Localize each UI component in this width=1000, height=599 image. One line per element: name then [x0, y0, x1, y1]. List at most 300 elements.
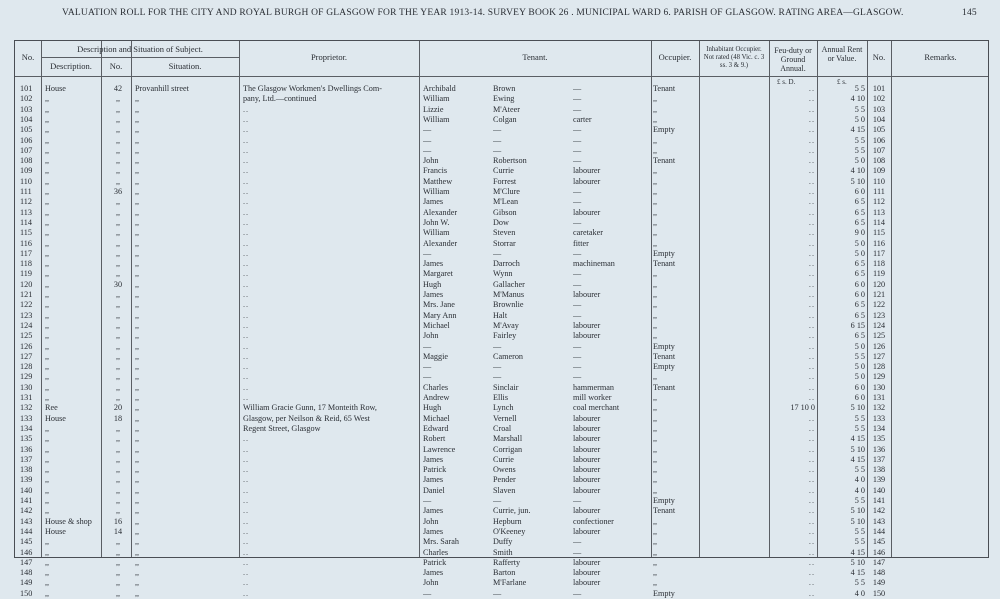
annual-rent-cell: 4 15: [850, 454, 865, 464]
table-row: [15, 105, 990, 115]
tenant-trade: machineman: [573, 259, 615, 269]
valuation-table: [14, 40, 989, 598]
tenant-first-name: James: [423, 568, 444, 578]
situation-cell: ,,: [135, 588, 140, 598]
table-row: [15, 166, 990, 176]
house-number-cell: ,,: [115, 331, 121, 341]
col-no-right: No.: [872, 52, 886, 62]
entry-number: 102: [20, 94, 33, 104]
entry-number-right: 101: [872, 84, 886, 93]
tenant-surname: Gallacher: [493, 279, 525, 289]
situation-cell: ,,: [135, 187, 140, 196]
situation-cell: ,,: [135, 228, 140, 238]
house-number-cell: ,,: [115, 547, 121, 557]
feu-duty-cell: ..: [808, 547, 815, 557]
tenant-first-name: Patrick: [423, 557, 447, 567]
tenant-surname: Forrest: [493, 176, 517, 186]
occupier-cell: ,,: [653, 403, 658, 413]
house-number-cell: ,,: [115, 125, 121, 135]
house-number-cell: 30: [113, 279, 123, 289]
entry-number: 117: [20, 248, 32, 258]
feu-duty-cell: ..: [808, 248, 815, 258]
table-row: [15, 300, 990, 310]
description-cell: ,,: [45, 300, 50, 310]
annual-rent-cell: 5 5: [854, 145, 865, 155]
situation-cell: ,,: [135, 176, 140, 186]
tenant-first-name: Michael: [423, 320, 450, 330]
situation-cell: ,,: [135, 125, 140, 135]
entry-number-right: 132: [872, 403, 886, 413]
description-cell: ,,: [45, 290, 50, 299]
tenant-first-name: Daniel: [423, 485, 445, 495]
entry-number-right: 116: [873, 238, 885, 248]
occupier-cell: Empty: [653, 588, 675, 598]
tenant-trade: —: [573, 104, 582, 114]
occupier-cell: ,,: [653, 94, 658, 104]
entry-number: 103: [20, 104, 33, 114]
proprietor-cell: ..: [243, 516, 250, 526]
house-number-cell: ,,: [115, 537, 121, 547]
proprietor-cell: ..: [243, 135, 250, 145]
tenant-surname: Hepburn: [493, 516, 522, 526]
feu-duty-cell: ..: [808, 135, 815, 145]
entry-number-right: 138: [872, 465, 886, 475]
tenant-first-name: Charles: [423, 547, 449, 557]
proprietor-cell: Glasgow, per Neilson & Reid, 65 West: [243, 413, 370, 423]
table-row: [15, 424, 990, 434]
tenant-trade: labourer: [573, 465, 601, 475]
tenant-surname: M'Manus: [493, 290, 525, 299]
situation-cell: ,,: [135, 465, 140, 475]
feu-duty-cell: ..: [808, 516, 815, 526]
feu-duty-cell: ..: [808, 310, 815, 320]
entry-number: 144: [20, 526, 33, 536]
entry-number: 133: [20, 413, 33, 423]
col-remarks: Remarks.: [924, 52, 957, 62]
occupier-cell: ,,: [653, 228, 658, 238]
house-number-cell: ,,: [115, 506, 121, 516]
tenant-trade: —: [573, 310, 582, 320]
entry-number-right: 109: [872, 166, 886, 176]
annual-rent-cell: 5 0: [854, 238, 865, 248]
house-number-cell: 18: [113, 413, 123, 423]
annual-rent-cell: 6 5: [854, 331, 865, 341]
annual-rent-cell: 5 10: [850, 506, 865, 516]
table-row: [15, 537, 990, 547]
feu-duty-cell: ..: [808, 506, 815, 516]
entry-number-right: 149: [872, 578, 886, 588]
annual-rent-cell: 5 0: [854, 156, 865, 166]
proprietor-cell: ..: [243, 506, 250, 516]
annual-rent-cell: 4 15: [850, 125, 865, 135]
tenant-first-name: Matthew: [423, 176, 453, 186]
tenant-surname: —: [493, 125, 502, 135]
occupier-cell: ,,: [653, 300, 658, 310]
description-cell: Ree: [45, 403, 58, 413]
situation-cell: ,,: [135, 382, 140, 392]
occupier-cell: Empty: [653, 362, 675, 372]
annual-rent-cell: 5 10: [850, 444, 865, 454]
description-cell: ,,: [45, 496, 50, 505]
tenant-first-name: James: [423, 259, 444, 269]
feu-duty-cell: ..: [808, 125, 815, 135]
proprietor-cell: ..: [243, 217, 250, 227]
proprietor-cell: ..: [243, 156, 250, 166]
entry-number-right: 113: [873, 207, 885, 217]
entry-number-right: 128: [872, 362, 886, 372]
feu-duty-cell: ..: [808, 351, 815, 361]
annual-rent-cell: 6 0: [854, 290, 865, 299]
feu-duty-cell: ..: [808, 588, 815, 598]
description-cell: ,,: [45, 135, 50, 145]
proprietor-cell: Regent Street, Glasgow: [243, 423, 321, 433]
table-row: [15, 445, 990, 455]
description-cell: House: [45, 84, 66, 93]
table-row: [15, 290, 990, 300]
situation-cell: ,,: [135, 238, 140, 248]
house-number-cell: ,,: [115, 578, 121, 588]
situation-cell: ,,: [135, 547, 140, 557]
tenant-first-name: Mary Ann: [423, 310, 457, 320]
entry-number-right: 115: [873, 228, 885, 238]
tenant-surname: —: [493, 145, 502, 155]
tenant-first-name: William: [423, 187, 450, 196]
entry-number-right: 142: [872, 506, 886, 516]
entry-number: 139: [20, 475, 33, 485]
description-cell: ,,: [45, 125, 50, 135]
proprietor-cell: ..: [243, 145, 250, 155]
tenant-surname: Brown: [493, 84, 516, 93]
entry-number: 134: [20, 423, 33, 433]
description-cell: ,,: [45, 393, 50, 402]
occupier-cell: ,,: [653, 114, 658, 124]
entry-number: 150: [20, 588, 33, 598]
tenant-surname: Robertson: [493, 156, 527, 166]
tenant-surname: Currie: [493, 166, 514, 176]
situation-cell: ,,: [135, 269, 140, 279]
tenant-surname: Colgan: [493, 114, 517, 124]
annual-rent-cell: 5 0: [854, 341, 865, 351]
description-cell: House: [45, 413, 66, 423]
tenant-surname: M'Avay: [493, 320, 519, 330]
entry-number: 124: [20, 320, 33, 330]
proprietor-cell: ..: [243, 279, 250, 289]
entry-number-right: 123: [872, 310, 886, 320]
entry-number: 138: [20, 465, 33, 475]
proprietor-cell: ..: [243, 331, 250, 341]
occupier-cell: ,,: [653, 145, 658, 155]
table-row: [15, 362, 990, 372]
situation-cell: ,,: [135, 279, 140, 289]
entry-number-right: 122: [872, 300, 886, 310]
house-number-cell: 36: [113, 187, 123, 196]
tenant-trade: labourer: [573, 454, 601, 464]
house-number-cell: ,,: [115, 496, 121, 505]
col-number: No.: [109, 61, 123, 71]
tenant-first-name: Lawrence: [423, 444, 456, 454]
tenant-trade: labourer: [573, 320, 601, 330]
proprietor-cell: ..: [243, 465, 250, 475]
table-row: [15, 156, 990, 166]
feu-duty-cell: ..: [808, 372, 815, 382]
occupier-cell: ,,: [653, 279, 658, 289]
proprietor-cell: ..: [243, 475, 250, 485]
occupier-cell: ,,: [653, 187, 658, 196]
feu-duty-cell: ..: [808, 187, 815, 196]
entry-number-right: 143: [872, 516, 886, 526]
tenant-trade: labourer: [573, 290, 601, 299]
occupier-cell: ,,: [653, 310, 658, 320]
situation-cell: ,,: [135, 248, 140, 258]
tenant-first-name: James: [423, 197, 444, 207]
tenant-first-name: John: [423, 578, 439, 588]
entry-number-right: 144: [872, 526, 886, 536]
situation-cell: ,,: [135, 475, 140, 485]
entry-number-right: 105: [872, 125, 886, 135]
house-number-cell: ,,: [115, 320, 121, 330]
situation-cell: ,,: [135, 496, 140, 505]
tenant-surname: Sinclair: [493, 382, 519, 392]
situation-cell: ,,: [135, 526, 140, 536]
tenant-surname: M'Farlane: [493, 578, 527, 588]
col-situation: Situation.: [168, 61, 202, 71]
entry-number: 129: [20, 372, 33, 382]
description-cell: House: [45, 526, 66, 536]
proprietor-cell: ..: [243, 114, 250, 124]
occupier-cell: ,,: [653, 434, 658, 444]
tenant-first-name: Andrew: [423, 393, 450, 402]
house-number-cell: 16: [113, 516, 123, 526]
description-cell: ,,: [45, 279, 50, 289]
situation-cell: ,,: [135, 557, 140, 567]
entry-number-right: 137: [872, 454, 886, 464]
tenant-first-name: Edward: [423, 423, 449, 433]
entry-number-right: 147: [872, 557, 886, 567]
occupier-cell: Tenant: [653, 156, 676, 166]
annual-rent-cell: 6 15: [850, 320, 865, 330]
house-number-cell: 14: [113, 526, 123, 536]
house-number-cell: ,,: [115, 114, 121, 124]
proprietor-cell: ..: [243, 290, 250, 299]
table-row: [15, 187, 990, 197]
entry-number-right: 129: [872, 372, 886, 382]
occupier-cell: Tenant: [653, 84, 676, 93]
entry-number: 143: [20, 516, 33, 526]
description-cell: ,,: [45, 537, 50, 547]
situation-cell: ,,: [135, 393, 140, 402]
tenant-first-name: —: [423, 588, 432, 598]
tenant-surname: Steven: [493, 228, 516, 238]
situation-cell: ,,: [135, 145, 140, 155]
feu-duty-cell: ..: [808, 485, 815, 495]
feu-duty-cell: ..: [808, 444, 815, 454]
situation-cell: ,,: [135, 207, 140, 217]
description-cell: ,,: [45, 382, 50, 392]
house-number-cell: ,,: [115, 217, 121, 227]
occupier-cell: ,,: [653, 578, 658, 588]
tenant-surname: Brownlie: [493, 300, 524, 310]
proprietor-cell: ..: [243, 197, 250, 207]
entry-number: 116: [20, 238, 32, 248]
tenant-surname: Storrar: [493, 238, 516, 248]
tenant-surname: Ellis: [493, 393, 509, 402]
entry-number-right: 125: [872, 331, 886, 341]
tenant-first-name: —: [423, 125, 432, 135]
situation-cell: ,,: [135, 537, 140, 547]
feu-duty-cell: ..: [808, 104, 815, 114]
annual-rent-cell: 5 10: [850, 557, 865, 567]
tenant-trade: labourer: [573, 475, 601, 485]
entry-number: 131: [20, 393, 33, 402]
tenant-trade: carter: [573, 114, 592, 124]
feu-units: £ s. D.: [777, 78, 796, 86]
entry-number-right: 104: [872, 114, 886, 124]
feu-duty-cell: ..: [808, 279, 815, 289]
proprietor-cell: ..: [243, 382, 250, 392]
tenant-first-name: Maggie: [423, 351, 449, 361]
house-number-cell: ,,: [115, 310, 121, 320]
situation-cell: ,,: [135, 372, 140, 382]
entry-number: 146: [20, 547, 33, 557]
description-cell: House & shop: [45, 516, 92, 526]
tenant-surname: Vernell: [493, 413, 517, 423]
description-cell: ,,: [45, 351, 50, 361]
feu-duty-cell: ..: [808, 526, 815, 536]
entry-number-right: 134: [872, 423, 886, 433]
annual-rent-cell: 4 15: [850, 434, 865, 444]
entry-number-right: 133: [872, 413, 886, 423]
house-number-cell: ,,: [115, 341, 121, 351]
table-row: [15, 228, 990, 238]
tenant-first-name: —: [423, 372, 432, 382]
tenant-trade: fitter: [573, 238, 589, 248]
house-number-cell: ,,: [115, 557, 121, 567]
entry-number: 105: [20, 125, 33, 135]
proprietor-cell: ..: [243, 351, 250, 361]
annual-rent-cell: 6 0: [854, 393, 865, 402]
entry-number: 109: [20, 166, 33, 176]
proprietor-cell: ..: [243, 526, 250, 536]
page-number: 145: [962, 8, 977, 18]
feu-duty-cell: ..: [808, 94, 815, 104]
situation-cell: ,,: [135, 351, 140, 361]
proprietor-cell: ..: [243, 434, 250, 444]
proprietor-cell: ..: [243, 125, 250, 135]
tenant-trade: —: [573, 84, 582, 93]
tenant-trade: —: [573, 547, 582, 557]
annual-rent-cell: 6 5: [854, 269, 865, 279]
description-cell: ,,: [45, 207, 50, 217]
entry-number: 141: [20, 496, 33, 505]
feu-duty-cell: ..: [808, 320, 815, 330]
occupier-cell: ,,: [653, 331, 658, 341]
tenant-surname: —: [493, 248, 502, 258]
page-header: [0, 8, 1000, 22]
entry-number-right: 102: [872, 94, 886, 104]
annual-rent-cell: 5 5: [854, 526, 865, 536]
entry-number: 125: [20, 331, 33, 341]
tenant-surname: —: [493, 341, 502, 351]
tenant-trade: labourer: [573, 331, 601, 341]
tenant-surname: Owens: [493, 465, 516, 475]
situation-cell: ,,: [135, 166, 140, 176]
annual-rent-cell: 4 0: [854, 475, 865, 485]
col-no: No.: [21, 52, 35, 62]
tenant-trade: —: [573, 217, 582, 227]
tenant-trade: labourer: [573, 166, 601, 176]
tenant-first-name: Francis: [423, 166, 448, 176]
occupier-cell: Tenant: [653, 351, 676, 361]
house-number-cell: ,,: [115, 248, 121, 258]
feu-duty-cell: ..: [808, 156, 815, 166]
occupier-cell: ,,: [653, 568, 658, 578]
annual-rent-cell: 6 5: [854, 300, 865, 310]
tenant-first-name: John: [423, 516, 439, 526]
entry-number-right: 145: [872, 537, 886, 547]
entry-number-right: 114: [873, 217, 885, 227]
tenant-trade: —: [573, 537, 582, 547]
tenant-first-name: Alexander: [423, 207, 458, 217]
situation-cell: ,,: [135, 341, 140, 351]
proprietor-cell: The Glasgow Workmen's Dwellings Com-: [243, 84, 382, 93]
annual-rent-cell: 6 0: [854, 382, 865, 392]
entry-number-right: 136: [872, 444, 886, 454]
occupier-cell: ,,: [653, 197, 658, 207]
entry-number: 119: [20, 269, 32, 279]
entry-number-right: 106: [872, 135, 886, 145]
occupier-cell: ,,: [653, 320, 658, 330]
feu-duty-cell: ..: [808, 207, 815, 217]
entry-number: 136: [20, 444, 33, 454]
situation-cell: ,,: [135, 114, 140, 124]
house-number-cell: ,,: [115, 290, 121, 299]
occupier-cell: ,,: [653, 516, 658, 526]
tenant-trade: labourer: [573, 176, 601, 186]
tenant-surname: Slaven: [493, 485, 516, 495]
feu-duty-cell: ..: [808, 238, 815, 248]
feu-duty-cell: ..: [808, 382, 815, 392]
table-row: [15, 125, 990, 135]
entry-number-right: 131: [872, 393, 886, 402]
situation-cell: ,,: [135, 506, 140, 516]
entry-number-right: 146: [872, 547, 886, 557]
table-row: [15, 218, 990, 228]
tenant-first-name: —: [423, 145, 432, 155]
tenant-first-name: Mrs. Jane: [423, 300, 455, 310]
house-number-cell: ,,: [115, 475, 121, 485]
house-number-cell: ,,: [115, 485, 121, 495]
tenant-trade: —: [573, 372, 582, 382]
occupier-cell: ,,: [653, 135, 658, 145]
table-row: [15, 383, 990, 393]
occupier-cell: Tenant: [653, 259, 676, 269]
description-cell: ,,: [45, 454, 50, 464]
house-number-cell: ,,: [115, 94, 121, 104]
col-feu-duty: Feu-duty or Ground Annual.: [774, 46, 812, 73]
situation-cell: ,,: [135, 300, 140, 310]
description-cell: ,,: [45, 187, 50, 196]
occupier-cell: ,,: [653, 475, 658, 485]
annual-rent-cell: 5 10: [850, 176, 865, 186]
col-annual-rent: Annual Rent or Value.: [821, 45, 863, 63]
proprietor-cell: ..: [243, 320, 250, 330]
entry-number-right: 117: [873, 248, 885, 258]
house-number-cell: ,,: [115, 434, 121, 444]
proprietor-cell: pany, Ltd.—continued: [243, 94, 317, 104]
tenant-surname: Marshall: [493, 434, 523, 444]
feu-duty-cell: ..: [808, 537, 815, 547]
tenant-surname: Currie, jun.: [493, 506, 531, 516]
